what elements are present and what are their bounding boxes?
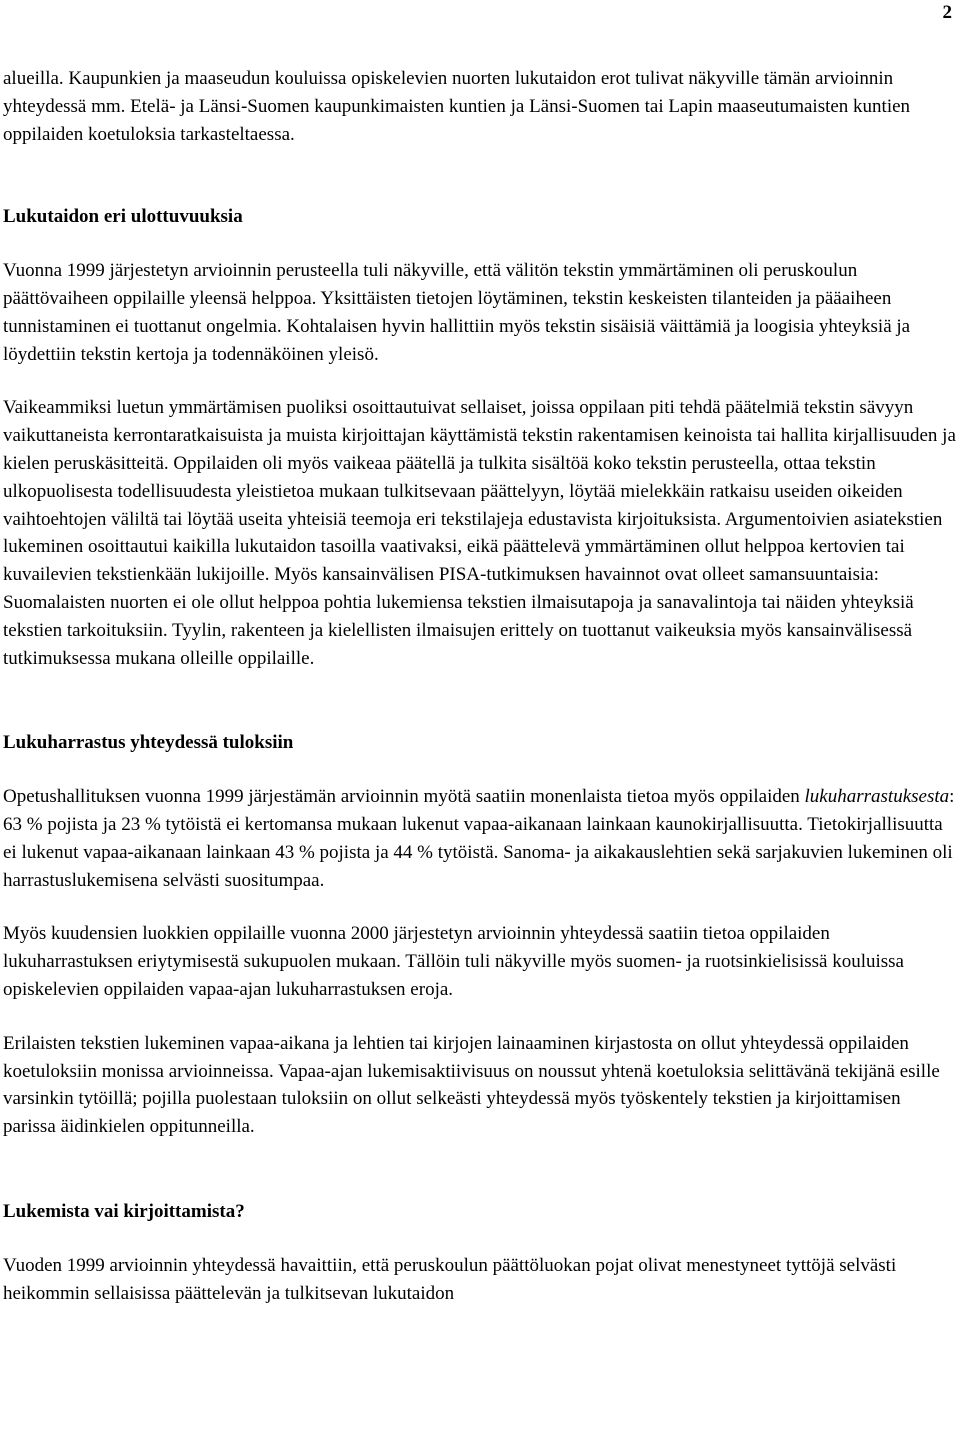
paragraph-reading-1: Vuoden 1999 arvioinnin yhteydessä havaittiin, että peruskoulun päättöluokan pojat olivat menestyneet tyttöjä selvästi heikommin sellaisissa päättelevän ja tulkitsevan lukutaidon — [3, 1254, 897, 1304]
paragraph-hobby-1-start: Opetushallituksen vuonna 1999 järjestämän arvioinnin myötä saatiin monenlaista tietoa myös oppilaiden — [3, 786, 805, 808]
paragraph-dimensions-2: Vaikeammiksi luetun ymmärtämisen puoliksi osoittautuivat sellaiset, joissa oppilaan piti tehdä päätelmiä tekstin sävyyn vaikuttaneista kerrontaratkaisuista ja muista kirjoittajan käyttämistä tekstin rakentamisen keinoista tai hallita kirjallisuuden ja kielen peruskäsitteitä. Oppilaiden oli myös vaikeaa päätellä ja tulkita sisältöä koko tekstin perusteella, ottaa tekstin ulkopuolisesta todellisuudesta yleistietoa mukaan tulkitsevaan päättelyyn, löytää mielekkäin ratkaisu useiden oikeiden vaihtoehtojen väliltä tai löytää useita yhteisiä teemoja eri tekstilajeja edustavista kirjoituksista. Argumentoivien asiatekstien lukeminen osoittautui kaikilla lukutaidon tasoilla vaativaksi, eikä päättelevä ymmärtäminen ollut helppoa kertovien tai kuvailevien tekstienkään lukijoille. Myös kansainvälisen PISA-tutkimuksen havainnot ovat olleet samansuuntaisia: Suomalaisten nuorten ei ole ollut helppoa pohtia lukemiensa tekstien ilmaisutapoja ja sanavalintoja tai näiden yhteyksiä tekstien tarkoituksiin. Tyylin, rakenteen ja kielellisten ilmaisujen erittely on tuottanut vaikeuksia myös kansainvälisessä tutkimuksessa mukana olleille oppilaille. — [3, 397, 956, 669]
paragraph-hobby-1 — [3, 783, 958, 894]
page-number: 2 — [942, 2, 952, 23]
emphasis-lukuharrastuksesta: lukuharrastuksesta — [804, 786, 950, 808]
paragraph-hobby-1-end: : 63 % pojista ja 23 % tytöistä ei kertomansa mukaan lukenut vapaa-aikanaan lainkaan kaunokirjallisuutta. Tietokirjallisuutta ei lukenut vapaa-aikanaan lainkaan 43 % pojista ja 44 % tytöistä. Sanoma- ja aikakauslehtien sekä sarjakuvien lukeminen oli harrastuslukemisena selvästi suositumpaa. — [3, 786, 955, 891]
heading-reading-or-writing: Lukemista vai kirjoittamista? — [3, 1200, 245, 1222]
heading-dimensions: Lukutaidon eri ulottuvuuksia — [3, 206, 243, 228]
heading-hobby: Lukuharrastus yhteydessä tuloksiin — [3, 732, 294, 754]
paragraph-dimensions-1: Vuonna 1999 järjestetyn arvioinnin perusteella tuli näkyville, että välitön tekstin ymmärtäminen oli peruskoulun päättövaiheen oppilaille yleensä helppoa. Yksittäisten tietojen löytäminen, tekstin keskeisten tilanteiden ja pääaiheen tunnistaminen ei tuottanut ongelmia. Kohtalaisen hyvin hallittiin myös tekstin sisäisiä väittämiä ja loogisia yhteyksiä ja löydettiin tekstin kertoja ja todennäköinen yleisö. — [3, 260, 911, 365]
paragraph-intro: alueilla. Kaupunkien ja maaseudun kouluissa opiskelevien nuorten lukutaidon erot tulivat näkyville tämän arvioinnin yhteydessä mm. Etelä- ja Länsi-Suomen kaupunkimaisten kuntien ja Länsi-Suomen tai Lapin maaseutumaisten kuntien oppilaiden koetuloksia tarkasteltaessa. — [3, 68, 911, 145]
document-body — [3, 65, 958, 1307]
paragraph-hobby-2: Myös kuudensien luokkien oppilaille vuonna 2000 järjestetyn arvioinnin yhteydessä saatiin tietoa oppilaiden lukuharrastuksen eriytymisestä sukupuolen mukaan. Tällöin tuli näkyville myös suomen- ja ruotsinkielisissä kouluissa opiskelevien oppilaiden vapaa-ajan lukuharrastuksen eroja. — [3, 923, 904, 1000]
paragraph-hobby-3: Erilaisten tekstien lukeminen vapaa-aikana ja lehtien tai kirjojen lainaaminen kirjastosta on ollut yhteydessä oppilaiden koetuloksiin monissa arvioinneissa. Vapaa-ajan lukemisaktiivisuus on noussut yhtenä koetuloksia selittävänä tekijänä esille varsinkin tytöillä; pojilla puolestaan tuloksiin on ollut selkeästi yhteydessä myös työskentely tekstien ja kirjoittamisen parissa äidinkielen oppitunneilla. — [3, 1032, 940, 1138]
